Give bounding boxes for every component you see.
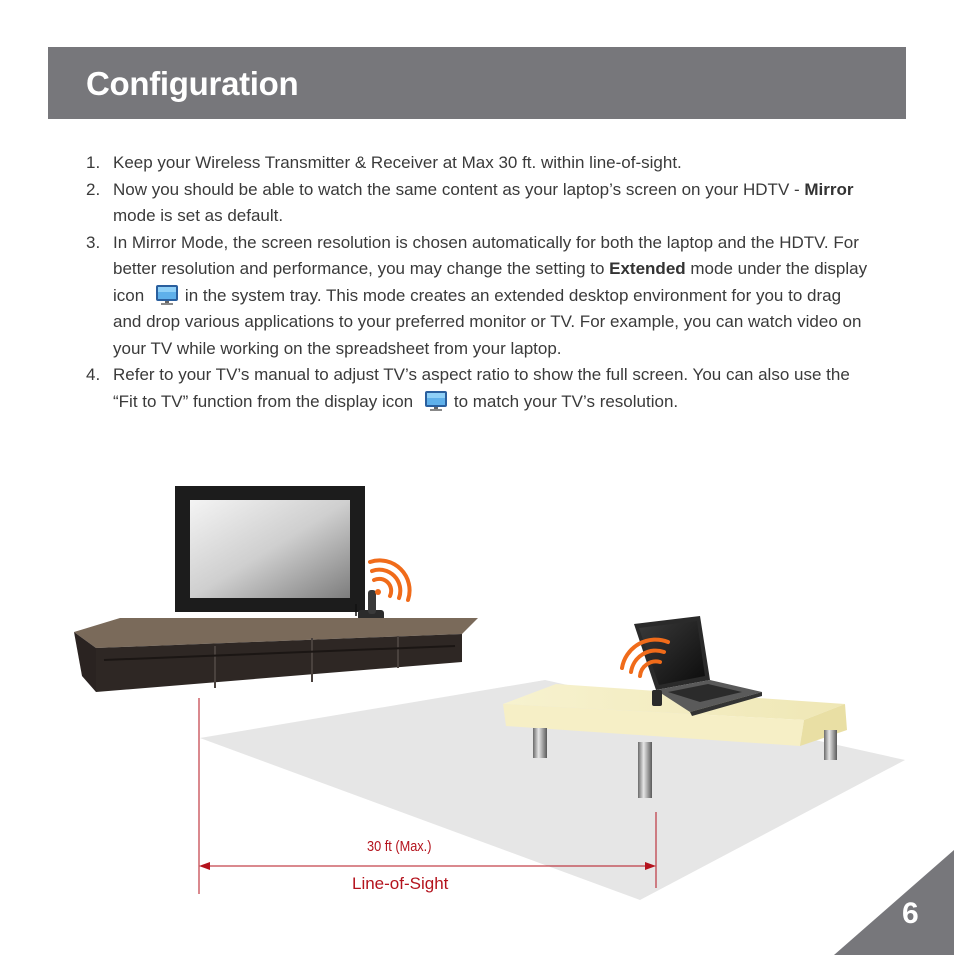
display-icon xyxy=(155,284,179,306)
step-text: mode under the display icon xyxy=(113,259,868,305)
step-number: 3. xyxy=(86,232,101,252)
steps-list xyxy=(80,150,870,415)
step-text: Refer to your TV’s manual to adjust TV’s aspect ratio to show the full screen. You can also use the “Fit to TV” function from the display icon xyxy=(113,365,850,411)
display-icon xyxy=(424,390,448,412)
page-corner xyxy=(834,850,954,955)
page-header xyxy=(48,47,906,119)
step-3 xyxy=(80,230,870,363)
step-2 xyxy=(80,177,870,230)
step-text: to match your TV’s resolution. xyxy=(453,391,679,411)
page-number: 6 xyxy=(902,897,919,930)
step-text: mode is set as default. xyxy=(113,206,284,225)
arrow-left-icon xyxy=(199,862,210,870)
wifi-signal-icon xyxy=(370,560,410,600)
step-text: Keep your Wireless Transmitter & Receiver at Max 30 ft. within line-of-sight. xyxy=(113,153,682,172)
step-text: in the system tray. This mode creates an extended desktop environment for you to drag and drop various applications to your preferred monitor or TV. For example, you can watch video on your TV while working on the spreadsheet from your laptop. xyxy=(113,285,862,358)
step-bold-term: Extended xyxy=(609,259,686,278)
page-title: Configuration xyxy=(86,65,299,102)
step-text: In Mirror Mode, the screen resolution is chosen automatically for both the laptop and the HDTV. For better resolution and performance, you may change the setting to xyxy=(113,232,859,278)
tv-stand xyxy=(74,618,478,692)
step-4 xyxy=(80,362,870,415)
line-of-sight-label: Line-of-Sight xyxy=(352,874,449,893)
step-number: 2. xyxy=(86,179,101,199)
step-bold-term: Mirror xyxy=(804,179,854,199)
step-number: 1. xyxy=(86,153,101,172)
step-number: 4. xyxy=(86,365,101,384)
laptop-icon xyxy=(634,616,762,716)
distance-label: 30 ft (Max.) xyxy=(367,838,432,855)
setup-diagram xyxy=(0,470,954,955)
step-1 xyxy=(80,150,870,177)
step-text: Now you should be able to watch the same content as your laptop’s screen on your HDTV - xyxy=(113,179,805,199)
tv-icon xyxy=(175,486,365,612)
